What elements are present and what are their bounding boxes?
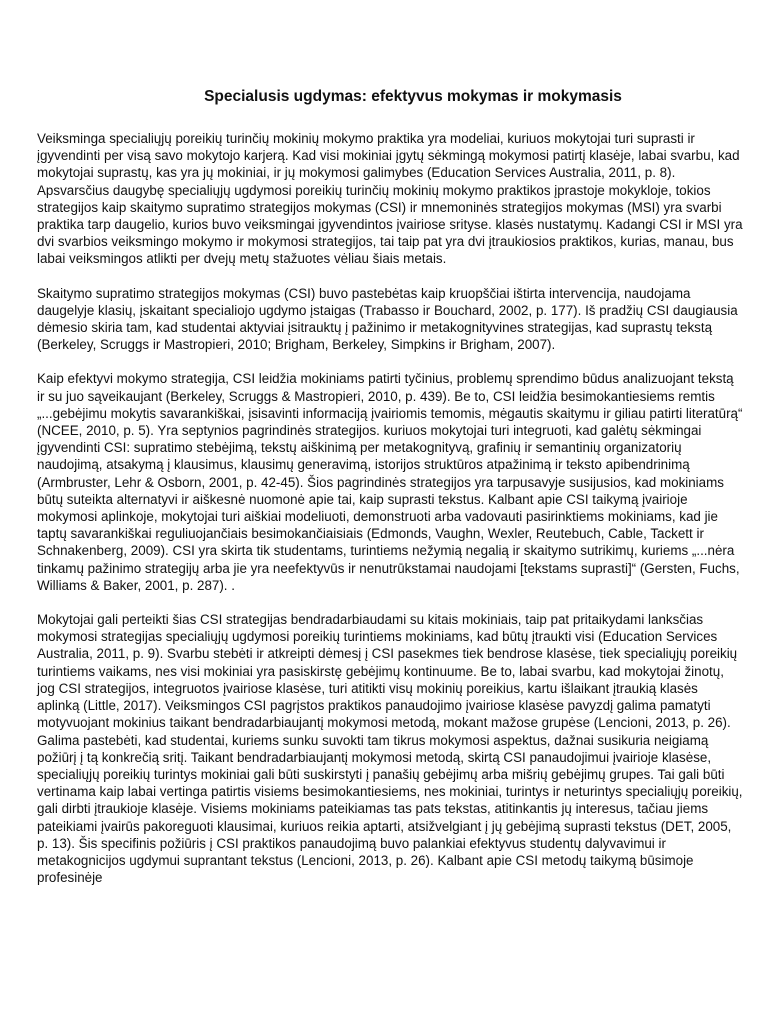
paragraph-3: Kaip efektyvi mokymo strategija, CSI leidžia mokiniams patirti tyčinius, problemų sprendimo būdus analizuojant tekstą ir su juo sąveikaujant (Berkeley, Scruggs & Mastropieri, 2010, p. 439). Be to, CSI leidžia besimokantiesiems remtis „...gebėjimu mokytis savarankiškai, įsisavinti informaciją įvairiomis temomis, mėgautis skaitymu ir giliau patirti literatūrą“ (NCEE, 2010, p. 5). Yra septynios pagrindinės strategijos. kuriuos mokytojai turi integruoti, kad galėtų sėkmingai įgyvendinti CSI: supratimo stebėjimą, tekstų aiškinimą per metakognityvą, grafinių ir semantinių organizatorių naudojimą, atsakymą į klausimus, klausimų generavimą, istorijos struktūros atpažinimą ir teksto apibendrinimą (Armbruster, Lehr & Osborn, 2001, p. 42-45). Šios pagrindinės strategijos yra tarpusavyje susijusios, kad mokiniams būtų suteikta alternatyvi ir aiškesnė nuomonė apie tai, kaip suprasti tekstus. Kalbant apie CSI taikymą įvairioje mokymosi aplinkoje, mokytojai turi aiškiai modeliuoti, demonstruoti arba vadovauti pasirinktiems mokiniams, kad jie taptų savarankiškai reguliuojančiais besimokančiaisiais (Edmonds, Vaughn, Wexler, Reutebuch, Cable, Tackett ir Schnakenberg, 2009). CSI yra skirta tik studentams, turintiems nežymią negalią ir skaitymo sutrikimų, kuriems „...nėra tinkamų pažinimo strategijų arba jie yra neefektyvūs ir nenutrūkstamai naudojami [tekstams suprasti]“ (Gersten, Fuchs, Williams & Baker, 2001, p. 287). . (37, 371, 743, 593)
document-page (37, 86, 743, 903)
document-title: Specialusis ugdymas: efektyvus mokymas ir mokymasis (204, 88, 622, 105)
paragraph-2: Skaitymo supratimo strategijos mokymas (CSI) buvo pastebėtas kaip kruopščiai ištirta intervencija, naudojama daugelyje klasių, įskaitant specialiojo ugdymo įstaigas (Trabasso ir Bouchard, 2002, p. 177). Iš pradžių CSI daugiausia dėmesio skiria tam, kad studentai aktyviai įsitrauktų į pažinimo ir metakognityvines strategijas, kad suprastų tekstą (Berkeley, Scruggs ir Mastropieri, 2010; Brigham, Berkeley, Simpkins ir Brigham, 2007). (37, 285, 738, 353)
paragraph-4: Mokytojai gali perteikti šias CSI strategijas bendradarbiaudami su kitais mokiniais, taip pat pritaikydami lanksčias mokymosi strategijas specialiųjų ugdymosi poreikių turintiems mokiniams, kad būtų įtraukti visi (Education Services Australia, 2011, p. 9). Svarbu stebėti ir atkreipti dėmesį į CSI pasekmes tiek bendrose klasėse, tiek specialiųjų poreikių turintiems vaikams, nes visi mokiniai yra pasiskirstę gebėjimų kontinuume. Be to, labai svarbu, kad mokytojai žinotų, jog CSI strategijos, integruotos įvairiose klasėse, turi atitikti visų mokinių poreikius, kartu išlaikant įtraukią klasės aplinką (Little, 2017). Veiksmingos CSI pagrįstos praktikos panaudojimo įvairiose klasėse pavyzdį galima pamatyti motyvuojant mokinius taikant bendradarbiaujantį mokymosi metodą, mokant mažose grupėse (Lencioni, 2013, p. 26). Galima pastebėti, kad studentai, kuriems sunku suvokti tam tikrus mokymosi aspektus, dažnai susikuria neigiamą požiūrį į tą konkrečią sritį. Taikant bendradarbiaujantį mokymosi metodą, skirtą CSI panaudojimui įvairioje klasėse, specialiųjų poreikių turintys mokiniai gali būti suskirstyti į panašių gebėjimų arba mišrių gebėjimų grupes. Tai gali būti vertinama kaip labai vertinga patirtis visiems besimokantiesiems, nes mokiniai, turintys ir neturintys specialiųjų poreikių, gali dirbti įtraukioje klasėje. Visiems mokiniams pateikiamas tas pats tekstas, atitinkantis jų interesus, tačiau jiems pateikiami įvairūs pakoreguoti klausimai, kuriuos reikia aptarti, atsižvelgiant į jų gebėjimą suprasti tekstus (DET, 2005, p. 13). Šis specifinis požiūris į CSI praktikos panaudojimą buvo palankiai efektyvus studentų dalyvavimui ir metakognicijos ugdymui suprantant tekstus (Lencioni, 2013, p. 26). Kalbant apie CSI metodų taikymą būsimoje profesinėje (37, 612, 743, 886)
paragraph-1: Veiksminga specialiųjų poreikių turinčių mokinių mokymo praktika yra modeliai, kuriuos mokytojai turi suprasti ir įgyvendinti per visą savo mokytojo karjerą. Kad visi mokiniai įgytų sėkmingą mokymosi patirtį klasėje, labai svarbu, kad mokytojai suprastų, kas yra jų mokiniai, ir jų mokymosi galimybes (Education Services Australia, 2011, p. 8). Apsvarsčius daugybę specialiųjų ugdymosi poreikių turinčių mokinių mokymo praktikos įprastoje mokykloje, tokios strategijos kaip skaitymo supratimo strategijos mokymas (CSI) ir mnemoninės strategijos mokymas (MSI) yra svarbi praktika tarp daugelio, kurios buvo veiksmingai įgyvendintos įvairiose srityse. klasės nustatymų. Kadangi CSI ir MSI yra dvi svarbios veiksmingo mokymo ir mokymosi strategijos, tai taip pat yra dvi įtraukiosios praktikos, kurias, manau, bus labai veiksmingos atlikti per dvejų metų stažuotes vėliau šiais metais. (37, 131, 743, 267)
